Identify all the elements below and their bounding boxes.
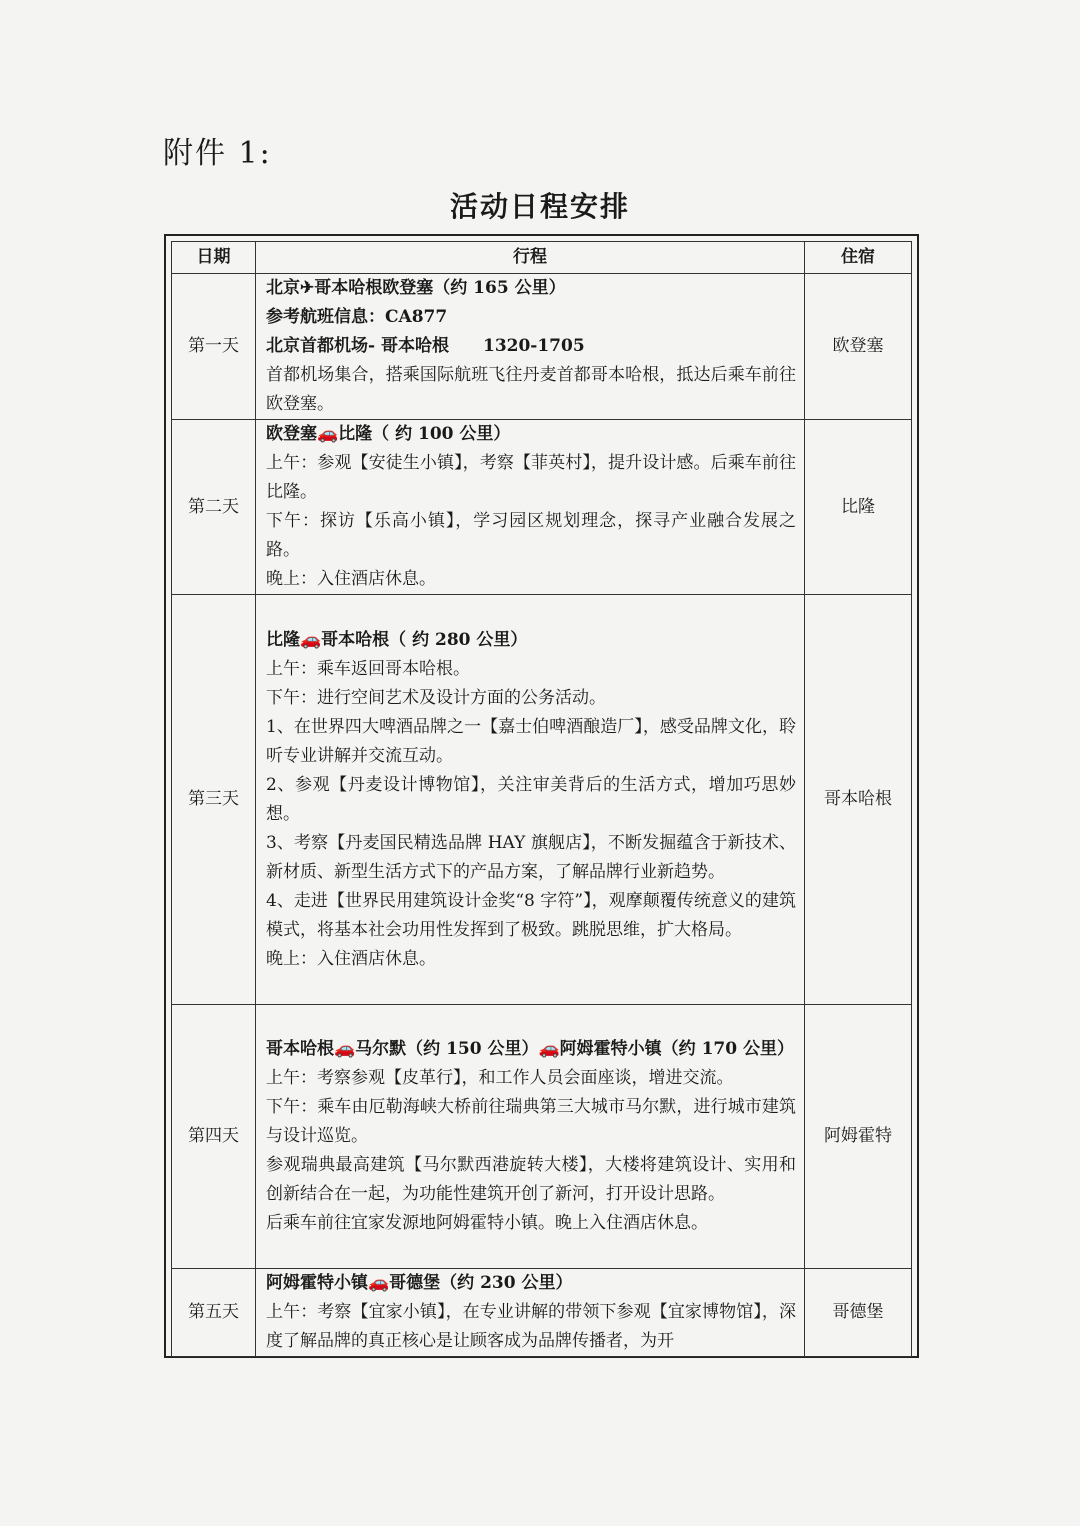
itinerary-line: 后乘车前往宜家发源地阿姆霍特小镇。晚上入住酒店休息。 — [266, 1213, 708, 1233]
route-line: 比隆🚗哥本哈根（ 约 280 公里） — [266, 629, 528, 650]
table-row — [172, 1005, 912, 1269]
row-lodging: 哥本哈根 — [805, 595, 912, 1005]
document-title: 活动日程安排 — [449, 190, 630, 223]
row-itinerary — [256, 595, 805, 1005]
row-date: 第四天 — [172, 1005, 256, 1269]
header-itinerary: 行程 — [256, 242, 805, 274]
row-itinerary — [256, 420, 805, 595]
itinerary-line: 1、在世界四大啤酒品牌之一【嘉士伯啤酒酿造厂】，感受品牌文化，聆听专业讲解并交流互动。 — [266, 716, 796, 766]
table-row — [172, 274, 912, 420]
table-row — [172, 595, 912, 1005]
schedule-table — [171, 241, 912, 1357]
itinerary-line: 首都机场集合，搭乘国际航班飞往丹麦首都哥本哈根，抵达后乘车前往欧登塞。 — [266, 365, 796, 414]
row-lodging: 比隆 — [805, 420, 912, 595]
flight-airports: 北京首都机场- 哥本哈根 — [266, 336, 449, 356]
itinerary-line: 上午：参观【安徒生小镇】，考察【菲英村】，提升设计感。后乘车前往比隆。 — [266, 453, 796, 502]
row-lodging: 哥德堡 — [805, 1269, 912, 1357]
header-date: 日期 — [172, 242, 256, 274]
itinerary-line: 下午：探访【乐高小镇】，学习园区规划理念，探寻产业融合发展之路。 — [266, 511, 796, 560]
row-itinerary — [256, 1005, 805, 1269]
flight-time: 1320-1705 — [482, 336, 585, 356]
itinerary-line: 下午：乘车由厄勒海峡大桥前往瑞典第三大城市马尔默，进行城市建筑与设计巡览。 — [266, 1097, 796, 1146]
header-lodging: 住宿 — [805, 242, 912, 274]
flight-info: 参考航班信息：CA877 — [266, 307, 448, 327]
row-itinerary — [256, 274, 805, 420]
route-line: 欧登塞🚗比隆（ 约 100 公里） — [266, 424, 511, 444]
flight-route — [266, 332, 796, 361]
itinerary-line: 2、参观【丹麦设计博物馆】，关注审美背后的生活方式，增加巧思妙想。 — [266, 774, 796, 824]
itinerary-line: 晚上：入住酒店休息。 — [266, 948, 436, 969]
itinerary-line: 晚上：入住酒店休息。 — [266, 569, 436, 589]
itinerary-line: 上午：考察参观【皮革行】，和工作人员会面座谈，增进交流。 — [266, 1068, 734, 1088]
table-row — [172, 1269, 912, 1357]
route-line: 哥本哈根🚗马尔默（约 150 公里）🚗阿姆霍特小镇（约 170 公里） — [266, 1039, 794, 1059]
route-line: 阿姆霍特小镇🚗哥德堡（约 230 公里） — [266, 1273, 573, 1293]
itinerary-line: 上午：考察【宜家小镇】，在专业讲解的带领下参观【宜家博物馆】，深度了解品牌的真正核心是让顾客成为品牌传播者，为开 — [266, 1302, 796, 1351]
attachment-label: 附件 1: — [163, 136, 272, 171]
row-date: 第三天 — [172, 595, 256, 1005]
itinerary-line: 4、走进【世界民用建筑设计金奖“8 字符”】，观摩颠覆传统意义的建筑模式，将基本社会功用性发挥到了极致。跳脱思维，扩大格局。 — [266, 890, 796, 940]
route-line: 北京✈哥本哈根欧登塞（约 165 公里） — [266, 278, 566, 298]
table-row — [172, 420, 912, 595]
itinerary-line: 3、考察【丹麦国民精选品牌 HAY 旗舰店】，不断发掘蕴含于新技术、新材质、新型生活方式下的产品方案，了解品牌行业新趋势。 — [266, 832, 796, 882]
row-lodging: 阿姆霍特 — [805, 1005, 912, 1269]
row-date: 第五天 — [172, 1269, 256, 1357]
itinerary-line: 参观瑞典最高建筑【马尔默西港旋转大楼】，大楼将建筑设计、实用和创新结合在一起，为功能性建筑开创了新河，打开设计思路。 — [266, 1155, 796, 1204]
itinerary-line: 下午：进行空间艺术及设计方面的公务活动。 — [266, 687, 606, 708]
row-date: 第二天 — [172, 420, 256, 595]
table-header-row — [172, 242, 912, 274]
row-date: 第一天 — [172, 274, 256, 420]
schedule-table-frame — [164, 234, 919, 1358]
row-lodging: 欧登塞 — [805, 274, 912, 420]
itinerary-line: 上午：乘车返回哥本哈根。 — [266, 658, 470, 679]
row-itinerary — [256, 1269, 805, 1357]
